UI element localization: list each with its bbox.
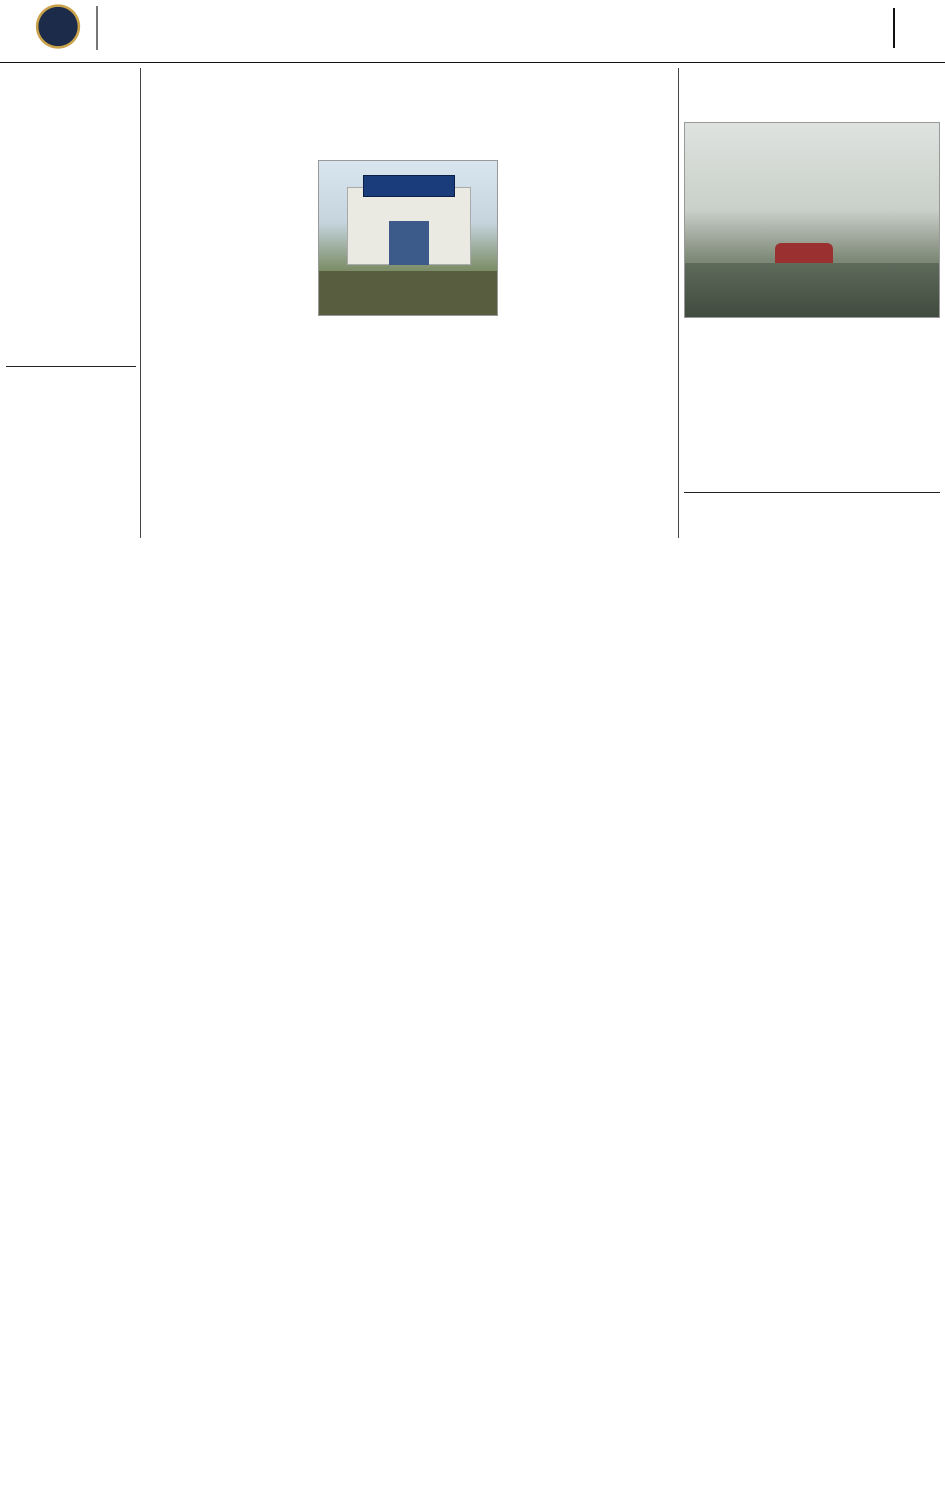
masthead-divider (96, 6, 98, 50)
page-number (903, 5, 943, 49)
fog-body-col2 (814, 334, 940, 488)
scheme-office-photo (318, 160, 498, 316)
column-rule (140, 68, 141, 538)
rule (6, 366, 136, 367)
section-title (660, 5, 886, 49)
scheme-body-col2 (318, 332, 498, 538)
masthead-rule (0, 62, 945, 63)
fog-body-col1 (684, 348, 808, 488)
column-rule (678, 68, 679, 538)
scheme-body-col3 (502, 160, 674, 538)
office-signboard (363, 175, 455, 197)
rule (684, 492, 940, 493)
wet-road (685, 263, 940, 318)
office-door (389, 221, 429, 265)
masthead (0, 0, 945, 58)
compound-ground (319, 271, 498, 316)
theft-body (6, 143, 136, 361)
liquor-body (6, 407, 136, 535)
newspaper-logo (26, 4, 90, 54)
scheme-body-col1 (146, 178, 314, 538)
section-divider (893, 8, 895, 48)
fog-photo (684, 122, 940, 318)
